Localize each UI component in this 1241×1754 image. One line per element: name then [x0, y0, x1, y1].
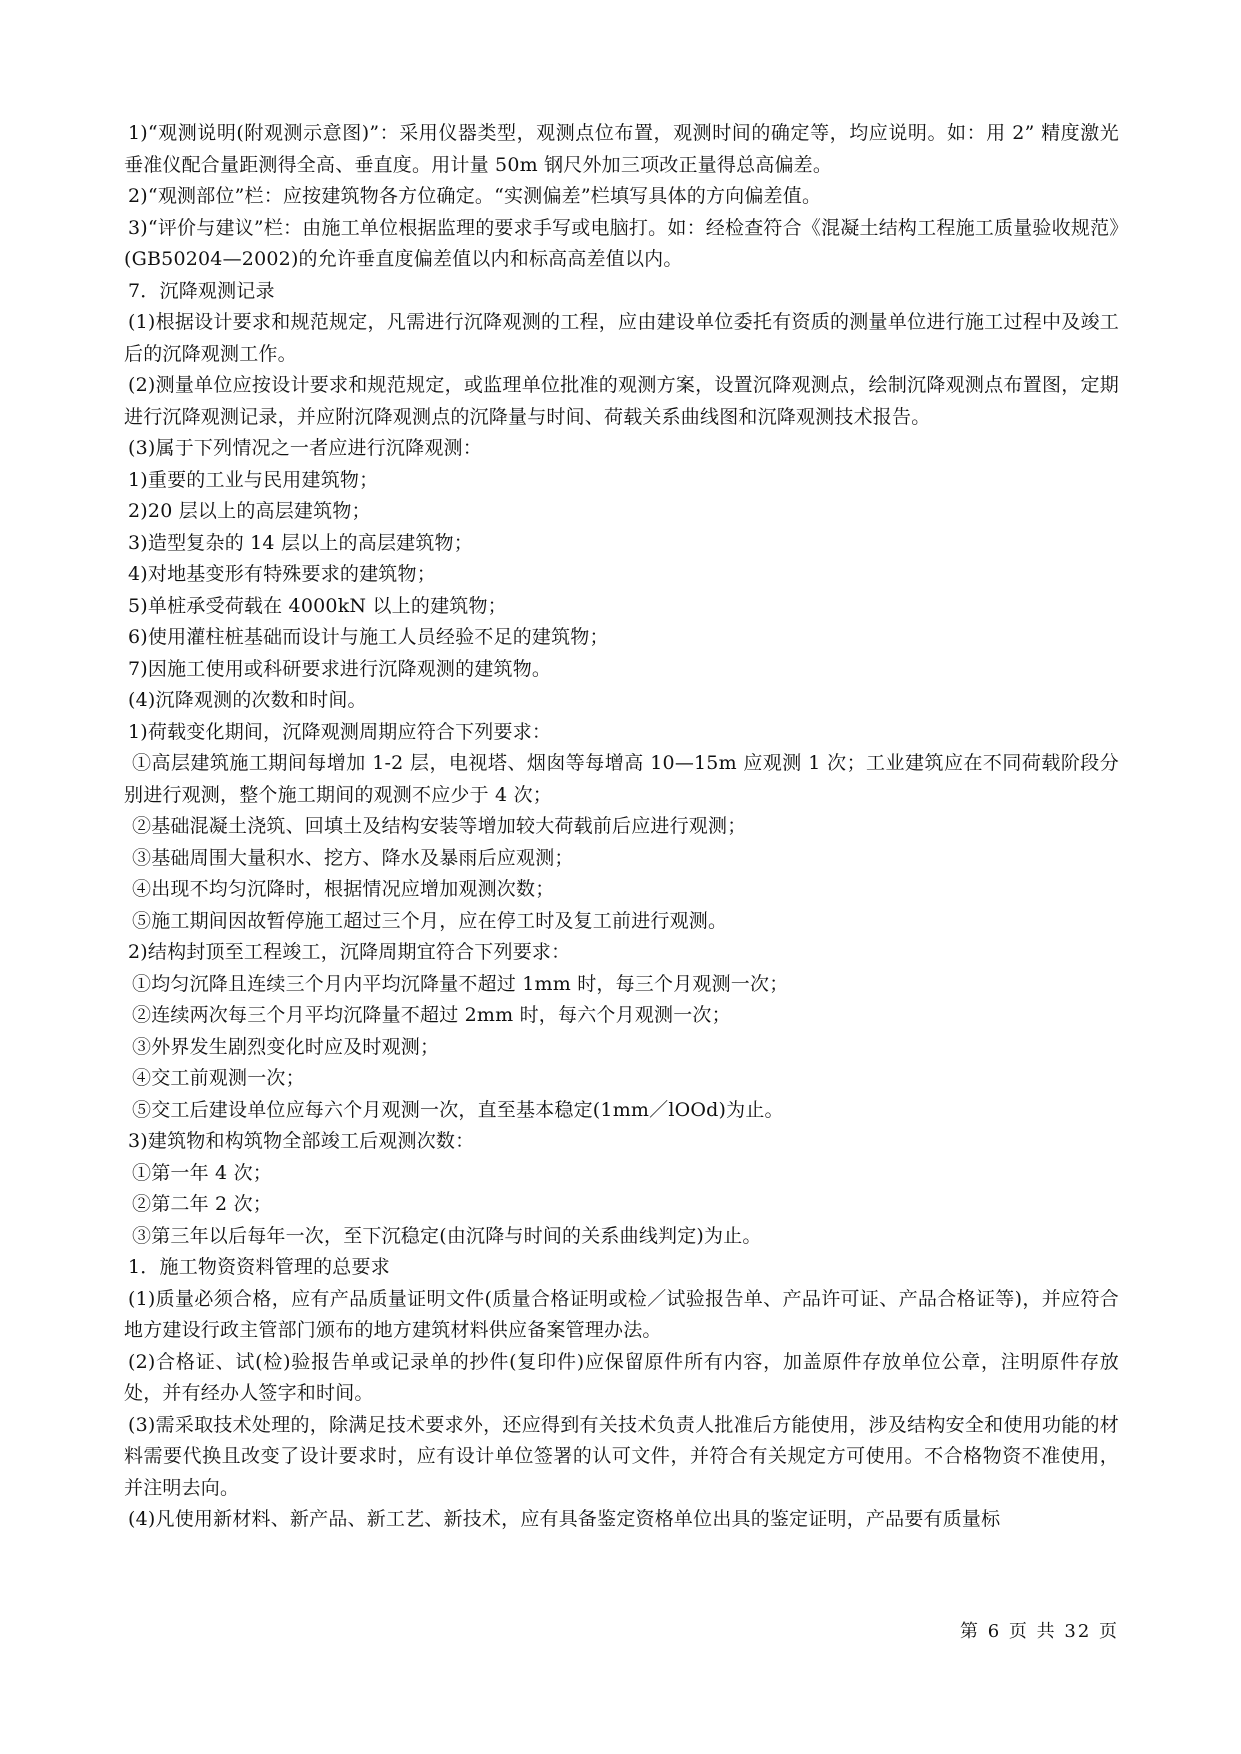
- paragraph: 3)造型复杂的 14 层以上的高层建筑物；: [128, 531, 473, 554]
- paragraph: 1)荷载变化期间，沉降观测周期应符合下列要求：: [128, 720, 552, 743]
- paragraph: ①高层建筑施工期间每增加 1-2 层，电视塔、烟囱等每增高 10—15m 应观测 1 次；工业建筑应在不同荷载阶段分别进行观测，整个施工期间的观测不应少于 4 次；: [124, 752, 1119, 806]
- paragraph: ③第三年以后每年一次，至下沉稳定(由沉降与时间的关系曲线判定)为止。: [132, 1224, 762, 1247]
- paragraph: 4)对地基变形有特殊要求的建筑物；: [128, 563, 436, 585]
- document-body: [124, 118, 1119, 1536]
- paragraph: 5)单桩承受荷载在 4000kN 以上的建筑物；: [128, 594, 507, 617]
- page-footer: 第 6 页 共 32 页: [960, 1621, 1119, 1642]
- paragraph: ②连续两次每三个月平均沉降量不超过 2mm 时，每六个月观测一次；: [132, 1004, 731, 1026]
- paragraph: ④出现不均匀沉降时，根据情况应增加观测次数；: [132, 878, 555, 900]
- paragraph: (2)测量单位应按设计要求和规范规定，或监理单位批准的观测方案，设置沉降观测点，绘制沉降观测点布置图，定期进行沉降观测记录，并应附沉降观测点的沉降量与时间、荷载关系曲线图和沉降观测技术报告。: [124, 374, 1119, 428]
- paragraph: 1)“观测说明(附观测示意图)”：采用仪器类型，观测点位布置，观测时间的确定等，均应说明。如：用 2” 精度激光垂准仪配合量距测得全高、垂直度。用计量 50m 钢尺外加三项改正量得总高偏差。: [124, 122, 1119, 176]
- paragraph: ①均匀沉降且连续三个月内平均沉降量不超过 1mm 时，每三个月观测一次；: [132, 972, 789, 995]
- paragraph: 2)20 层以上的高层建筑物；: [128, 500, 371, 522]
- paragraph: 3)“评价与建议”栏：由施工单位根据监理的要求手写或电脑打。如：经检查符合《混凝土结构工程施工质量验收规范》(GB50204—2002)的允许垂直度偏差值以内和标高高差值以内。: [124, 216, 1119, 270]
- paragraph: ③基础周围大量积水、挖方、降水及暴雨后应观测；: [132, 846, 574, 869]
- paragraph: (2)合格证、试(检)验报告单或记录单的抄件(复印件)应保留原件所有内容，加盖原件存放单位公章，注明原件存放处，并有经办人签字和时间。: [124, 1350, 1119, 1404]
- paragraph: 6)使用灌柱桩基础而设计与施工人员经验不足的建筑物；: [128, 626, 609, 648]
- paragraph: 1．施工物资资料管理的总要求: [128, 1256, 390, 1278]
- paragraph: 7．沉降观测记录: [128, 279, 275, 302]
- paragraph: ②基础混凝土浇筑、回填土及结构安装等增加较大荷载前后应进行观测；: [132, 815, 747, 837]
- paragraph: ④交工前观测一次；: [132, 1067, 305, 1089]
- paragraph: ②第二年 2 次；: [132, 1193, 272, 1215]
- paragraph: ①第一年 4 次；: [132, 1161, 272, 1184]
- paragraph: 3)建筑物和构筑物全部竣工后观测次数：: [128, 1130, 475, 1152]
- paragraph: ⑤施工期间因故暂停施工超过三个月，应在停工时及复工前进行观测。: [132, 909, 728, 932]
- paragraph: (3)需采取技术处理的，除满足技术要求外，还应得到有关技术负责人批准后方能使用，涉及结构安全和使用功能的材料需要代换且改变了设计要求时，应有设计单位签署的认可文件，并符合有关规定方可使用。不合格物资不准使用，并注明去向。: [124, 1413, 1119, 1499]
- paragraph: 7)因施工使用或科研要求进行沉降观测的建筑物。: [128, 657, 552, 680]
- paragraph: (4)凡使用新材料、新产品、新工艺、新技术，应有具备鉴定资格单位出具的鉴定证明，产品要有质量标: [128, 1508, 1001, 1530]
- paragraph: 2)“观测部位”栏：应按建筑物各方位确定。“实测偏差”栏填写具体的方向偏差值。: [128, 185, 822, 207]
- paragraph: ⑤交工后建设单位应每六个月观测一次，直至基本稳定(1mm／lOOd)为止。: [132, 1098, 784, 1121]
- paragraph: ③外界发生剧烈变化时应及时观测；: [132, 1035, 440, 1058]
- paragraph: 1)重要的工业与民用建筑物；: [128, 468, 379, 491]
- paragraph: (4)沉降观测的次数和时间。: [128, 689, 367, 711]
- paragraph: (1)根据设计要求和规范规定，凡需进行沉降观测的工程，应由建设单位委托有资质的测量单位进行施工过程中及竣工后的沉降观测工作。: [124, 311, 1119, 365]
- paragraph: (3)属于下列情况之一者应进行沉降观测：: [128, 437, 482, 459]
- paragraph: 2)结构封顶至工程竣工，沉降周期宜符合下列要求：: [128, 941, 571, 963]
- paragraph: (1)质量必须合格，应有产品质量证明文件(质量合格证明或检／试验报告单、产品许可证、产品合格证等)，并应符合地方建设行政主管部门颁布的地方建筑材料供应备案管理办法。: [124, 1287, 1119, 1341]
